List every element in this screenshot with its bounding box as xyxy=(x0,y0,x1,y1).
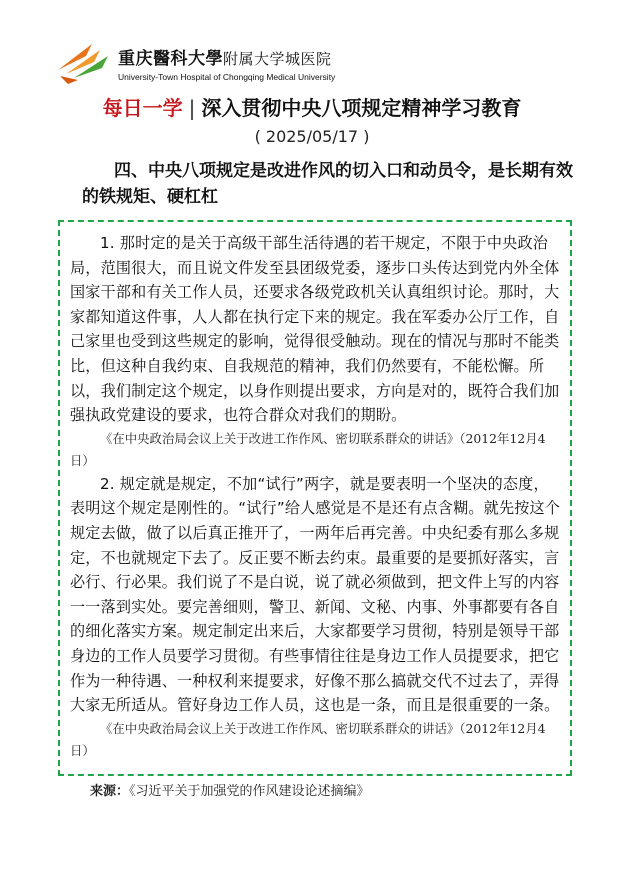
hospital-name-cn: 重庆醫科大學附属大学城医院 xyxy=(118,49,332,69)
hospital-logo-icon xyxy=(56,40,110,84)
title-separator: | xyxy=(188,96,196,120)
quote-paragraph-2: 2. 规定就是规定，不加“试行”两字，就是要表明一个坚决的态度，表明这个规定是刚性的。“试行”给人感觉是不是还有点含糊。就先按这个规定去做，做了以后真正推开了，一两年后再完善。中央纪委有那么多规定，不也就规定下去了。反正要不断去约束。最重要的是要抓好落实，言必行、行必果。我们说了不是白说，说了就必须做到，把文件上写的内容一一落到实处。要完善细则，警卫、新闻、文秘、内事、外事都要有各自的细化落实方案。规定制定出来后，大家都要学习贯彻，特别是领导干部身边的工作人员要学习贯彻。有些事情往往是身边工作人员提要求，把它作为一种待遇、一种权利来提要求，好像不那么搞就交代不过去了，弄得大家无所适从。管好身边工作人员，这也是一条，而且是很重要的一条。 xyxy=(70,474,561,715)
source-book: 《习近平关于加强党的作风建设论述摘编》 xyxy=(129,784,370,799)
hospital-name-block xyxy=(118,44,335,82)
title-text: 深入贯彻中央八项规定精神学习教育 xyxy=(201,96,522,120)
quote-source-1: 《在中央政治局会议上关于改进工作作风、密切联系群众的讲话》（2012年12月4日） xyxy=(70,430,546,468)
quote-source-2: 《在中央政治局会议上关于改进工作作风、密切联系群众的讲话》（2012年12月4日） xyxy=(70,720,546,758)
hospital-name-cn-sub: 附属大学城医院 xyxy=(223,50,332,68)
section-heading: 四、中央八项规定是改进作风的切入口和动员令，是长期有效的铁规矩、硬杠杠 xyxy=(82,161,573,207)
quote-paragraph-1: 1. 那时定的是关于高级干部生活待遇的若干规定，不限于中央政治局，范围很大，而且说文件发至县团级党委，逐步口头传达到党内外全体国家干部和有关工作人员，还要求各级党政机关认真组织讨论。那时，大家都知道这件事，人人都在执行定下来的规定。我在军委办公厅工作，自己家里也受到这些规定的影响，觉得很受触动。现在的情况与那时不能类比，但这种自我约束、自我规范的精神，我们仍然要有，不能松懈。所以，我们制定这个规定，以身作则提出要求，方向是对的，既符合我们加强执政党建设的要求，也符合群众对我们的期盼。 xyxy=(70,234,560,425)
title-tag: 每日一学 xyxy=(102,96,183,120)
publish-date: ( 2025/05/17 ) xyxy=(254,127,370,146)
source-footer xyxy=(90,780,370,799)
quote-box xyxy=(58,220,572,776)
hospital-name-en: University-Town Hospital of Chongqing Medical University xyxy=(118,72,336,82)
page-title xyxy=(0,92,624,121)
source-label: 来源： xyxy=(90,784,130,799)
